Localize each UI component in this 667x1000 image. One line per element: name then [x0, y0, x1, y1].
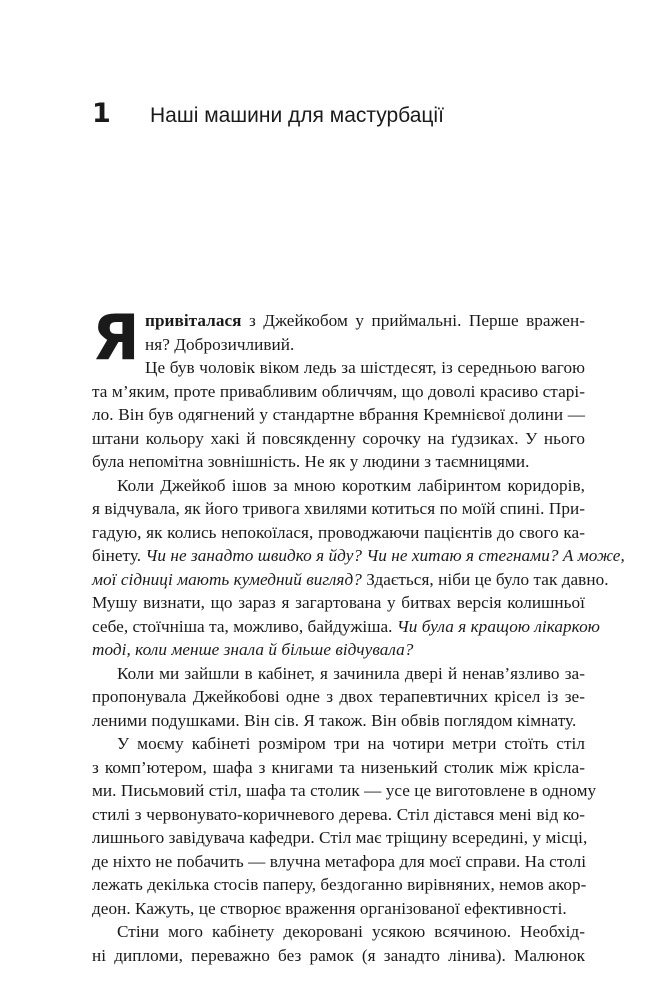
italic-text: тоді, коли менше знала й більше відчувала?: [92, 640, 414, 659]
text-line: [92, 615, 600, 639]
text-line: я відчувала, як його тривога хвилями котиться по моїй спині. При-: [92, 499, 585, 518]
italic-text: мої сідниці мають кумедний вигляд?: [92, 569, 362, 589]
chapter-number: 1: [92, 98, 111, 129]
text-line: [92, 638, 585, 662]
text-line: ні дипломи, переважно без рамок (я занадто лінива). Малюнок: [92, 945, 585, 965]
text-line: лежать декілька стосів паперу, бездоганно вирівняних, немов акор-: [92, 875, 587, 894]
text-span: з Джейкобом у приймальні. Перше вражен-: [241, 311, 585, 330]
text-line: гадую, як колись непокоїлася, проводжаючи пацієнтів до свого ка-: [92, 522, 585, 542]
text-line: Мушу визнати, що зараз я загартована у битвах версія колишньої: [92, 593, 585, 612]
text-line: Це був чоловік віком ледь за шістдесят, із середньою вагою: [145, 358, 585, 377]
drop-cap: Я: [92, 301, 140, 374]
chapter-title: Наші машини для мастурбації: [150, 104, 444, 127]
text-line: [92, 544, 625, 568]
text-line: лишнього завідувача кафедри. Стіл має тріщину всередині, у місці,: [92, 828, 588, 847]
text-line: та м’яким, проте привабливим обличчям, що доволі красиво старі-: [92, 381, 585, 401]
text-line: Стіни мого кабінету декоровані усякою всячиною. Необхід-: [117, 922, 585, 941]
text-line: штани кольору хакі й повсякденну сорочку на ґудзиках. У нього: [92, 428, 585, 448]
body-text: [92, 301, 625, 967]
text-line: [92, 568, 609, 592]
text-line: [92, 309, 585, 333]
text-line: леними подушками. Він сів. Я також. Він обвів поглядом кімнату.: [92, 710, 577, 730]
text-line: стилі з червонувато-коричневого дерева. Стіл дістався мені від ко-: [92, 804, 585, 824]
text-line: з комп’ютером, шафа з книгами та низенький столик між крісла-: [92, 757, 585, 777]
text-span: Здається, ніби це було так давно.: [361, 569, 609, 589]
text-span: себе, стоїчніша та, можливо, байдужіша.: [92, 616, 397, 636]
text-line: ня? Доброзичливий.: [145, 334, 295, 354]
text-line: пропонувала Джейкобові одне з двох терапевтичних крісел із зе-: [92, 687, 585, 706]
text-line: деон. Кажуть, це створює враження організованої ефективності.: [92, 898, 567, 918]
text-line: У моєму кабінеті розміром три на чотири метри стоїть стіл: [117, 734, 585, 753]
text-span: бінету.: [92, 546, 146, 565]
text-line: була непомітна зовнішність. Не як у людини з таємницями.: [92, 452, 530, 471]
italic-text: Чи була я кращою лікаркою: [396, 616, 600, 636]
italic-text: Чи не занадто швидко я йду? Чи не хитаю я стегнами? А може,: [145, 546, 625, 565]
text-line: Коли ми зайшли в кабінет, я зачинила двері й ненав’язливо за-: [117, 663, 585, 683]
text-line: ло. Він був одягнений у стандартне вбрання Кремнієвої долини —: [92, 405, 585, 424]
lead-in-bold: привіталася: [145, 311, 242, 330]
text-line: де ніхто не побачить — влучна метафора для моєї справи. На столі: [92, 851, 587, 871]
text-line: ми. Письмовий стіл, шафа та столик — усе це виготовлене в одному: [92, 781, 597, 800]
chapter-heading: [92, 98, 444, 129]
text-line: Коли Джейкоб ішов за мною коротким лабіринтом коридорів,: [117, 475, 585, 495]
